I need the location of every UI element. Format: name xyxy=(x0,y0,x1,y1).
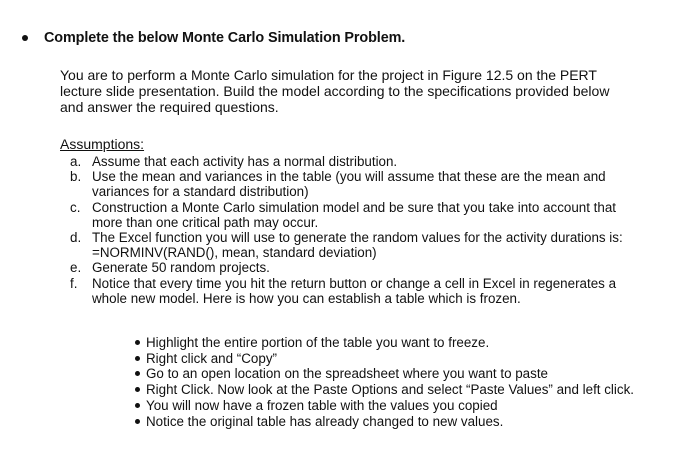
list-item-text: The Excel function you will use to generate the random values for the activity durations is: =NORMINV(RAND(), mean, standard deviation) xyxy=(92,230,623,261)
intro-paragraph: You are to perform a Monte Carlo simulation for the project in Figure 12.5 on the PERT lecture slide presentation. Build the model according to the specifications provided below and answer the required questions. xyxy=(60,67,610,115)
bullet-icon xyxy=(135,366,146,381)
list-item xyxy=(135,335,660,350)
freeze-steps-list xyxy=(135,335,660,429)
list-item-text: Assume that each activity has a normal distribution. xyxy=(92,154,398,169)
heading: Complete the below Monte Carlo Simulation Problem. xyxy=(44,30,406,46)
list-item xyxy=(70,260,650,275)
list-item-text: Notice that every time you hit the return button or change a cell in Excel in regenerates a whole new model. Here is how you can establish a table which is frozen. xyxy=(92,275,617,306)
list-item xyxy=(70,154,650,169)
list-item xyxy=(135,382,660,397)
list-marker: e. xyxy=(70,260,82,276)
list-item xyxy=(70,200,650,230)
assumptions-title: Assumptions: xyxy=(60,136,145,152)
list-marker: a. xyxy=(70,154,82,169)
list-item xyxy=(135,414,660,429)
bullet-icon xyxy=(22,35,28,41)
list-item-text: Right Click. Now look at the Paste Options and select “Paste Values” and left click. xyxy=(146,382,634,398)
bullet-icon xyxy=(135,351,146,366)
list-item-text: Use the mean and variances in the table (you will assume that these are the mean and variances for a standard distribution) xyxy=(92,169,606,200)
list-marker: d. xyxy=(70,230,82,246)
list-item xyxy=(135,398,660,413)
list-item xyxy=(135,366,660,381)
list-item-text: Generate 50 random projects. xyxy=(92,260,270,276)
list-marker: c. xyxy=(70,199,81,215)
list-item-text: Go to an open location on the spreadsheet where you want to paste xyxy=(146,366,548,382)
list-item xyxy=(70,230,650,260)
assumptions-list xyxy=(70,154,650,306)
list-item-text: Notice the original table has already changed to new values. xyxy=(146,413,504,429)
list-item-text: Highlight the entire portion of the table you want to freeze. xyxy=(146,335,490,350)
list-item-text: Right click and “Copy” xyxy=(146,350,277,366)
list-item-text: You will now have a frozen table with the values you copied xyxy=(146,397,498,413)
list-item xyxy=(70,276,650,306)
list-item xyxy=(70,169,650,199)
bullet-icon xyxy=(135,398,146,413)
bullet-icon xyxy=(135,414,146,429)
list-item xyxy=(135,351,660,366)
list-marker: b. xyxy=(70,169,82,185)
bullet-icon xyxy=(135,335,146,350)
bullet-icon xyxy=(135,382,146,397)
list-item-text: Construction a Monte Carlo simulation model and be sure that you take into account that more than one critical path may occur. xyxy=(92,199,617,230)
heading-row xyxy=(22,30,405,46)
list-marker: f. xyxy=(70,275,78,291)
